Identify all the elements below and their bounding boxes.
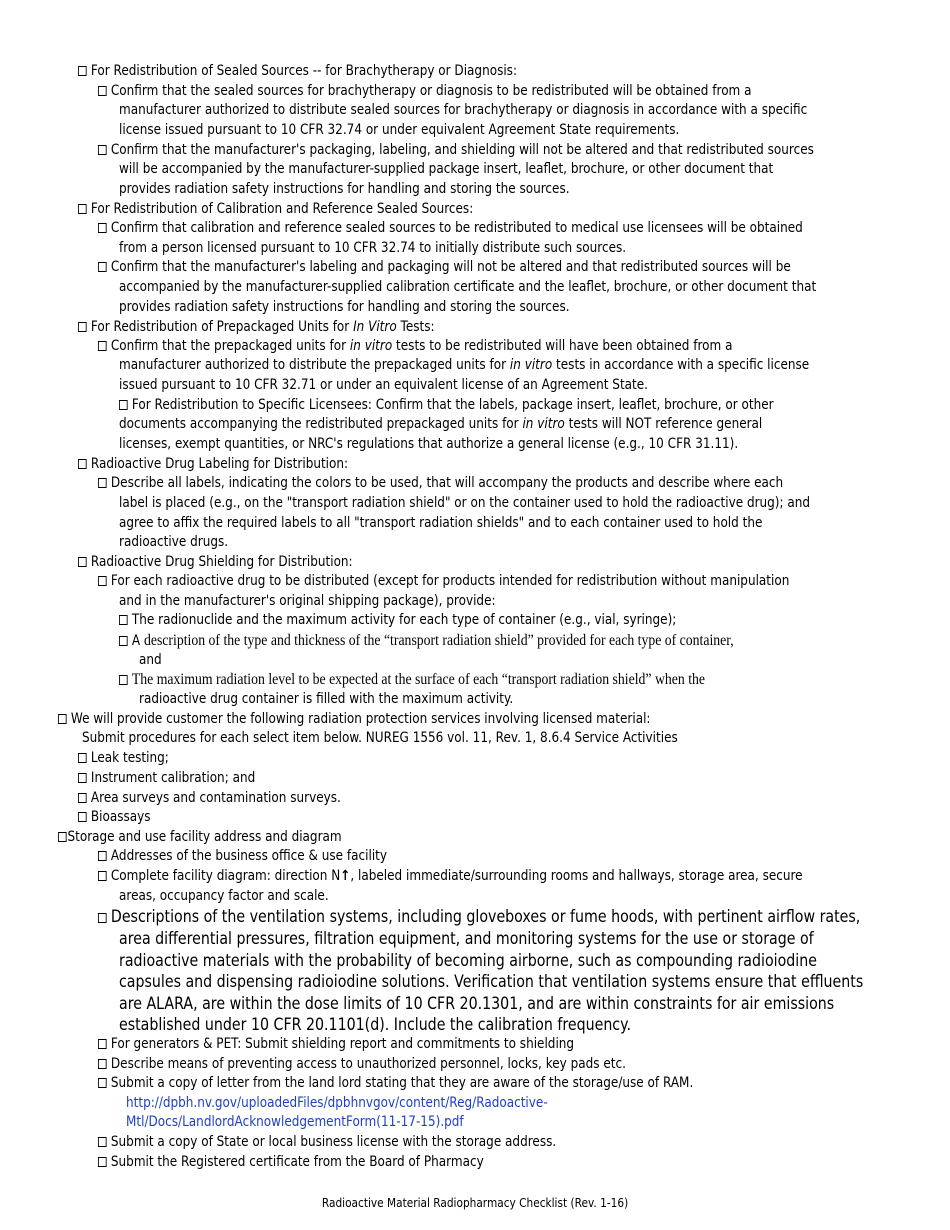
calibration-item-2[interactable]: Confirm that the manufacturer's labeling and packaging will not be altered and that redistributed sources will be xyxy=(98,258,791,278)
checkbox[interactable] xyxy=(58,714,67,724)
checkbox[interactable] xyxy=(78,322,87,332)
invitro-item-2-line: licenses, exempt quantities, or NRC's regulations that authorize a general license (e.g., 10 CFR 31.11). xyxy=(119,436,739,452)
checkbox[interactable] xyxy=(98,1078,107,1088)
shielding-sub-3[interactable]: The maximum radiation level to be expected at the surface of each “transport radiation shield” when the xyxy=(119,670,705,691)
checkbox[interactable] xyxy=(98,1137,107,1147)
calibration-item-1-line: from a person licensed pursuant to 10 CFR 32.74 to initially distribute such sources. xyxy=(119,240,627,256)
labeling-line: label is placed (e.g., on the "transport radiation shield" or on the container used to hold the radioactive drug); and xyxy=(119,495,811,511)
facility-pharmacy-certificate[interactable]: Submit the Registered certificate from the Board of Pharmacy xyxy=(98,1153,484,1173)
checkbox[interactable] xyxy=(98,913,107,923)
sealed-item-1[interactable]: Confirm that the sealed sources for brachytherapy or diagnosis to be redistributed will be obtained from a xyxy=(98,82,751,102)
facility-ventilation[interactable]: Descriptions of the ventilation systems, including gloveboxes or fume hoods, with pertinent airflow rates, xyxy=(98,906,860,928)
checkbox[interactable] xyxy=(98,1039,107,1049)
ventilation-line: established under 10 CFR 20.1101(d). Include the calibration frequency. xyxy=(119,1015,632,1034)
labeling-heading[interactable]: Radioactive Drug Labeling for Distribution: xyxy=(78,455,348,475)
checkbox[interactable] xyxy=(119,675,128,685)
sealed-item-2-line: provides radiation safety instructions for handling and storing the sources. xyxy=(119,181,570,197)
calibration-heading[interactable]: For Redistribution of Calibration and Reference Sealed Sources: xyxy=(78,200,473,220)
sealed-item-2[interactable]: Confirm that the manufacturer's packaging, labeling, and shielding will not be altered and that redistributed sources xyxy=(98,141,814,161)
shielding-item[interactable]: For each radioactive drug to be distributed (except for products intended for redistribution without manipulation xyxy=(98,572,789,592)
checkbox[interactable] xyxy=(78,812,87,822)
ventilation-line: area differential pressures, filtration equipment, and monitoring systems for the use or storage of xyxy=(119,929,814,948)
invitro-heading[interactable]: For Redistribution of Prepackaged Units for In Vitro Tests: xyxy=(78,318,435,338)
north-arrow-icon: ↑ xyxy=(340,868,351,884)
facility-business-license[interactable]: Submit a copy of State or local business license with the storage address. xyxy=(98,1133,556,1153)
facility-pet[interactable]: For generators & PET: Submit shielding report and commitments to shielding xyxy=(98,1035,574,1055)
sealed-sources-heading[interactable]: For Redistribution of Sealed Sources -- for Brachytherapy or Diagnosis: xyxy=(78,62,517,82)
checkbox[interactable] xyxy=(58,832,67,842)
checkbox[interactable] xyxy=(98,262,107,272)
invitro-item-1-line: issued pursuant to 10 CFR 32.71 or under an equivalent license of an Agreement State. xyxy=(119,377,649,393)
checkbox[interactable] xyxy=(78,459,87,469)
checkbox[interactable] xyxy=(78,66,87,76)
ventilation-line: radioactive materials with the probability of becoming airborne, such as compounding radioiodine xyxy=(119,951,817,970)
page-footer: Radioactive Material Radiopharmacy Checklist (Rev. 1-16) xyxy=(321,1196,629,1210)
checkbox[interactable] xyxy=(78,793,87,803)
invitro-item-2-line: documents accompanying the redistributed prepackaged units for in vitro tests will NOT reference general xyxy=(119,416,763,432)
service-area-surveys[interactable]: Area surveys and contamination surveys. xyxy=(78,789,341,809)
ventilation-line: capsules and dispensing radioiodine solutions. Verification that ventilation systems ensure that effluents xyxy=(119,972,864,991)
sealed-item-2-line: will be accompanied by the manufacturer-supplied package insert, leaflet, brochure, or other document that xyxy=(119,161,774,177)
ventilation-line: are ALARA, are within the dose limits of 10 CFR 20.1301, and are within constraints for air emissions xyxy=(119,994,835,1013)
checkbox[interactable] xyxy=(119,615,128,625)
shielding-sub-3-line: radioactive drug container is filled with the maximum activity. xyxy=(139,691,514,707)
checkbox[interactable] xyxy=(78,204,87,214)
invitro-item-1-line: manufacturer authorized to distribute the prepackaged units for in vitro tests in accordance with a specific license xyxy=(119,357,810,373)
landlord-form-link[interactable]: Mtl/Docs/LandlordAcknowledgementForm(11-17-15).pdf xyxy=(126,1114,464,1130)
checkbox[interactable] xyxy=(98,871,107,881)
checkbox[interactable] xyxy=(78,773,87,783)
services-heading[interactable]: We will provide customer the following radiation protection services involving licensed material: xyxy=(58,710,650,730)
shielding-sub-1[interactable]: The radionuclide and the maximum activity for each type of container (e.g., vial, syringe); xyxy=(119,611,676,631)
facility-access[interactable]: Describe means of preventing access to unauthorized personnel, locks, key pads etc. xyxy=(98,1055,626,1075)
checkbox[interactable] xyxy=(98,145,107,155)
invitro-specific-licensees[interactable]: For Redistribution to Specific Licensees: Confirm that the labels, package insert, leaflet, brochure, or other xyxy=(119,396,774,416)
labeling-line: radioactive drugs. xyxy=(119,534,229,550)
facility-heading[interactable]: Storage and use facility address and diagram xyxy=(58,828,342,848)
checkbox[interactable] xyxy=(98,576,107,586)
sealed-item-1-line: license issued pursuant to 10 CFR 32.74 or under equivalent Agreement State requirements. xyxy=(119,122,680,138)
facility-addresses[interactable]: Addresses of the business office & use facility xyxy=(98,847,387,867)
invitro-item-1[interactable]: Confirm that the prepackaged units for in vitro tests to be redistributed will have been obtained from a xyxy=(98,337,732,357)
calibration-item-2-line: accompanied by the manufacturer-supplied calibration certificate and the leaflet, brochure, or other document that xyxy=(119,279,817,295)
service-leak-testing[interactable]: Leak testing; xyxy=(78,749,169,769)
facility-diagram[interactable]: Complete facility diagram: direction N↑, labeled immediate/surrounding rooms and hallways, storage area, secure xyxy=(98,867,803,887)
service-instrument-calibration[interactable]: Instrument calibration; and xyxy=(78,769,255,789)
checkbox[interactable] xyxy=(119,636,128,646)
checkbox[interactable] xyxy=(78,753,87,763)
checkbox[interactable] xyxy=(98,86,107,96)
calibration-item-1[interactable]: Confirm that calibration and reference sealed sources to be redistributed to medical use licensees will be obtained xyxy=(98,219,803,239)
landlord-form-link[interactable]: http://dpbh.nv.gov/uploadedFiles/dpbhnvgov/content/Reg/Radoactive- xyxy=(126,1095,548,1111)
shielding-heading[interactable]: Radioactive Drug Shielding for Distribution: xyxy=(78,553,353,573)
services-subheading: Submit procedures for each select item below. NUREG 1556 vol. 11, Rev. 1, 8.6.4 Service Activities xyxy=(82,730,678,746)
service-bioassays[interactable]: Bioassays xyxy=(78,808,151,828)
shielding-line: and in the manufacturer's original shipping package), provide: xyxy=(119,593,496,609)
checkbox[interactable] xyxy=(98,478,107,488)
labeling-line: agree to affix the required labels to all "transport radiation shields" and to each container used to hold the xyxy=(119,515,763,531)
shielding-sub-2-line: and xyxy=(139,652,162,668)
checkbox[interactable] xyxy=(78,557,87,567)
facility-landlord[interactable]: Submit a copy of letter from the land lord stating that they are aware of the storage/use of RAM. xyxy=(98,1074,693,1094)
calibration-item-2-line: provides radiation safety instructions for handling and storing the sources. xyxy=(119,299,570,315)
sealed-item-1-line: manufacturer authorized to distribute sealed sources for brachytherapy or diagnosis in accordance with a specific xyxy=(119,102,808,118)
checkbox[interactable] xyxy=(98,223,107,233)
checkbox[interactable] xyxy=(98,851,107,861)
checkbox[interactable] xyxy=(98,1059,107,1069)
checkbox[interactable] xyxy=(119,400,128,410)
facility-diagram-line: areas, occupancy factor and scale. xyxy=(119,888,329,904)
shielding-sub-2[interactable]: A description of the type and thickness of the “transport radiation shield” provided for each type of container, xyxy=(119,631,734,652)
labeling-item[interactable]: Describe all labels, indicating the colors to be used, that will accompany the products and describe where each xyxy=(98,474,783,494)
checkbox[interactable] xyxy=(98,1157,107,1167)
checkbox[interactable] xyxy=(98,341,107,351)
